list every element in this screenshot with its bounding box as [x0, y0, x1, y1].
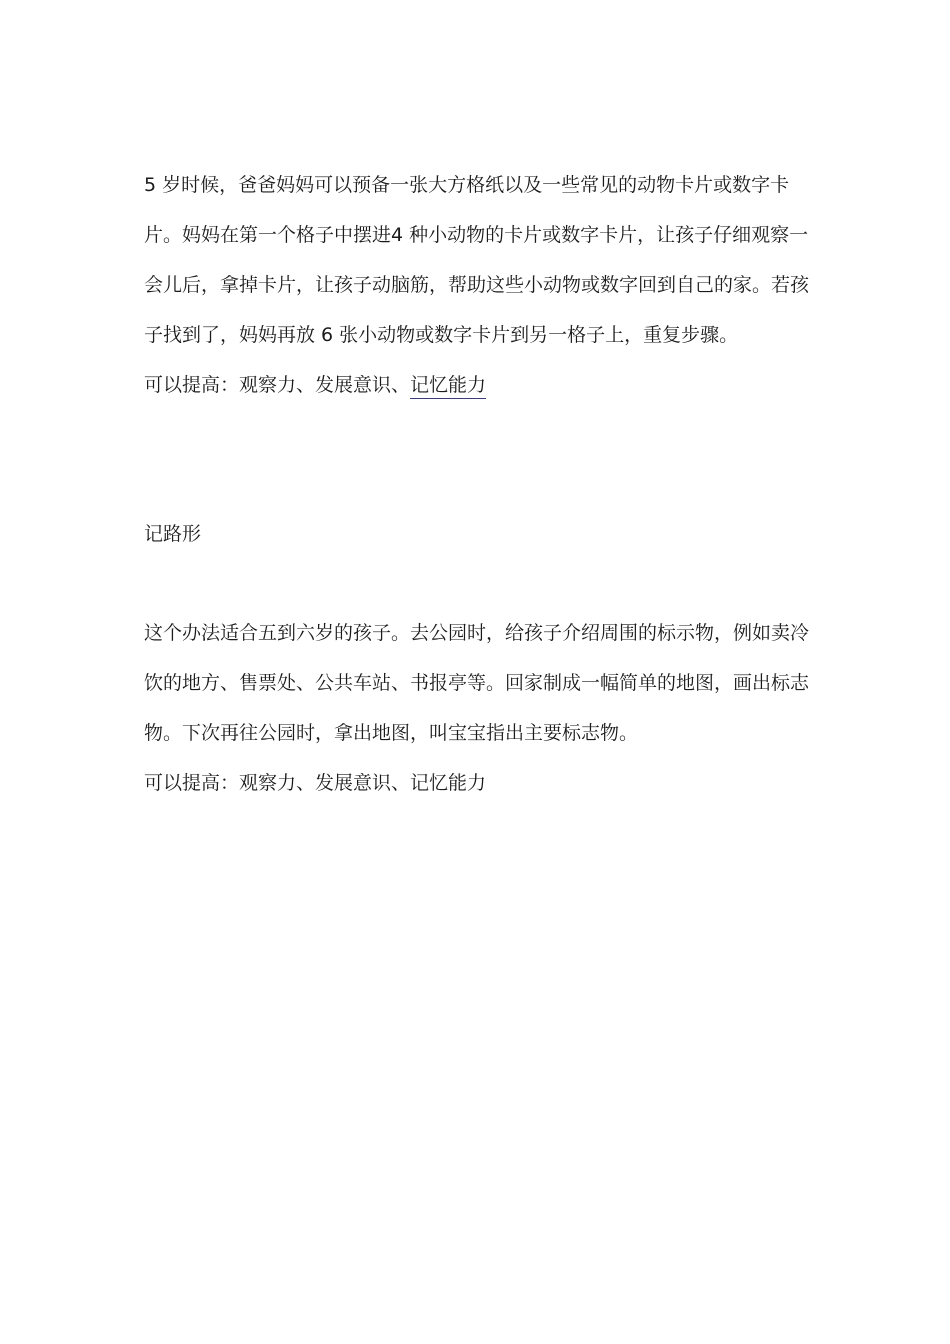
paragraph-line: 子找到了，妈妈再放 6 张小动物或数字卡片到另一格子上，重复步骤。 [144, 324, 739, 346]
section-title: 记路形 [144, 523, 202, 545]
route-memory-heading-block [144, 509, 814, 559]
paragraph-line: 这个办法适合五到六岁的孩子。去公园时，给孩子介绍周围的标示物，例如卖冷 [144, 622, 810, 644]
benefit-line: 可以提高：观察力、发展意识、记忆能力 [144, 772, 487, 794]
benefit-line [144, 360, 814, 410]
memory-grid-section [144, 160, 814, 410]
paragraph-line: 饮的地方、售票处、公共车站、书报亭等。回家制成一幅简单的地图，画出标志 [144, 672, 810, 694]
paragraph-line: 物。下次再往公园时，拿出地图，叫宝宝指出主要标志物。 [144, 722, 639, 744]
benefit-underlined-text: 记忆能力 [410, 374, 486, 399]
benefit-prefix: 可以提高：观察力、发展意识、 [144, 374, 411, 396]
paragraph-line: 会儿后，拿掉卡片，让孩子动脑筋，帮助这些小动物或数字回到自己的家。若孩 [144, 274, 810, 296]
paragraph-line: 5 岁时候，爸爸妈妈可以预备一张大方格纸以及一些常见的动物卡片或数字卡 [144, 174, 790, 196]
paragraph-line: 片。妈妈在第一个格子中摆进4 种小动物的卡片或数字卡片，让孩子仔细观察一 [144, 224, 809, 246]
route-memory-section [144, 608, 814, 808]
